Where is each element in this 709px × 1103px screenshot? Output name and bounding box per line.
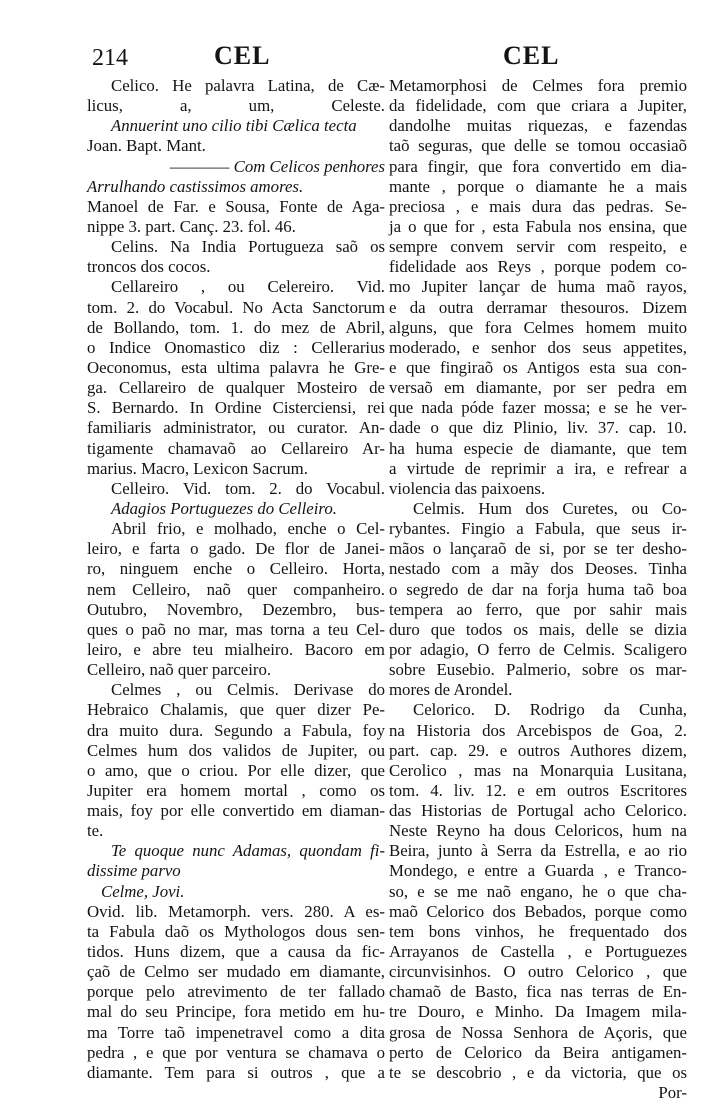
text-line: Celme, Jovi. <box>101 881 185 901</box>
text-line: mãos o lançaraõ de si, por se ter desho- <box>389 539 687 559</box>
text-line: ga. Cellareiro de qualquer Mosteiro de <box>87 378 385 398</box>
text-line: Oeconomus, esta ultima palavra he Gre- <box>87 357 385 377</box>
text-line: mais, foy por elle convertido em diaman- <box>87 801 385 821</box>
text-line: Metamorphosi de Celmes fora premio <box>389 76 687 95</box>
text-line: so, e se me naõ engano, he o que cha- <box>389 881 687 901</box>
text-line: Arrayanos de Castella , e Portuguezes <box>389 942 687 962</box>
text-line: Te quoque nunc Adamas, quondam fi- <box>111 841 385 861</box>
text-line: taõ seguras, que delle se tomou occasiaõ <box>389 136 687 156</box>
left-column <box>87 76 385 1083</box>
text-line: preciosa , e mais dura das pedras. Se- <box>389 196 687 216</box>
text-line: Celmes hum dos validos de Jupiter, ou <box>87 740 385 760</box>
text-line: dandolhe muitas riquezas, e fazendas <box>389 116 687 136</box>
text-line: leiro, e farta o gado. De flor de Janei- <box>87 539 385 559</box>
text-line: mante , porque o diamante he a mais <box>389 176 687 196</box>
text-line: perto de Celorico da Beira antigamen- <box>389 1042 687 1062</box>
text-line: part. cap. 29. e outros Authores dizem, <box>389 740 687 760</box>
text-line: e da outra derramar thesouros. Dizem <box>389 297 687 317</box>
text-line: Celins. Na India Portugueza saõ os <box>111 237 385 257</box>
text-line: ma Torre taõ impenetravel como a dita <box>87 1022 385 1042</box>
text-line: tre Douro, e Minho. Da Imagem mila- <box>389 1002 687 1022</box>
text-line: fidelidade aos Reys , porque podem co- <box>389 257 687 277</box>
text-line: sempre convem servir com respeito, e <box>389 237 687 257</box>
text-line: familiaris administrator, ou curator. An- <box>87 418 385 438</box>
text-line: Celleiro, naõ quer parceiro. <box>87 660 272 680</box>
text-line: Outubro, Novembro, Dezembro, bus- <box>87 599 385 619</box>
text-line: Joan. Bapt. Mant. <box>87 136 206 156</box>
text-line: troncos dos cocos. <box>87 257 211 277</box>
text-line: nem Celleiro, naõ quer companheiro. <box>87 579 385 599</box>
text-line: ja o que for , esta Fabula nos ensina, que <box>389 216 687 236</box>
text-line: tom. 4. liv. 12. e em outros Escritores <box>389 780 687 800</box>
text-line: nippe 3. part. Canç. 23. fol. 46. <box>87 216 296 236</box>
text-line: das Historias de Portugal acho Celorico. <box>389 801 687 821</box>
text-line: Celleiro. Vid. tom. 2. do Vocabul. <box>111 478 385 498</box>
text-line: Cellareiro , ou Celereiro. Vid. <box>111 277 385 297</box>
text-line: Celorico. D. Rodrigo da Cunha, <box>413 700 687 720</box>
text-line: Neste Reyno ha dous Celoricos, hum na <box>389 821 687 841</box>
text-line: Abril frio, e molhado, enche o Cel- <box>111 519 385 539</box>
text-line: o Indice Onomastico diz : Cellerarius <box>87 337 385 357</box>
text-line: te se descobrio , e da victoria, que os <box>389 1062 687 1082</box>
text-line: te. <box>87 821 104 841</box>
text-line: da fidelidade, com que criara a Jupiter, <box>389 96 687 116</box>
text-line: que nada póde fazer mossa; e se he ver- <box>389 398 687 418</box>
text-line: para fingir, que fora convertido em dia- <box>389 156 687 176</box>
text-line: Celico. He palavra Latina, de Cæ- <box>111 76 385 95</box>
text-line: Cerolico , mas na Monarquia Lusitana, <box>389 760 687 780</box>
text-line: ro, ninguem enche o Celleiro. Horta, <box>87 559 385 579</box>
text-line: tidos. Huns dizem, que a causa da fic- <box>87 942 385 962</box>
text-line: çaõ de Celmo ser mudado em diamante, <box>87 962 385 982</box>
text-line: alguns, que fora Celmes homem muito <box>389 317 687 337</box>
text-line: de Bollando, tom. 1. do mez de Abril, <box>87 317 385 337</box>
text-line: Arrulhando castissimos amores. <box>87 176 304 196</box>
text-line: tom. 2. do Vocabul. No Acta Sanctorum <box>87 297 385 317</box>
text-line: dissime parvo <box>87 861 181 881</box>
text-line: licus, a, um, Celeste. <box>87 96 385 116</box>
text-line: S. Bernardo. In Ordine Cisterciensi, rei <box>87 398 385 418</box>
text-line: grosa de Nossa Senhora de Açoris, que <box>389 1022 687 1042</box>
page-number: 214 <box>92 45 128 71</box>
text-line: a virtude de reprimir a ira, e refrear a <box>389 458 687 478</box>
text-line: dade o que diz Plinio, liv. 37. cap. 10. <box>389 418 687 438</box>
text-line: versaõ em diamante, por ser pedra em <box>389 378 687 398</box>
text-line: Celmis. Hum dos Curetes, ou Co- <box>413 498 687 518</box>
text-line: dra muito dura. Segundo a Fabula, foy <box>87 720 385 740</box>
running-head-right: CEL <box>503 41 560 70</box>
text-line: Manoel de Far. e Sousa, Fonte de Aga- <box>87 196 385 216</box>
text-line: mal do seu Principe, fora metido em hu- <box>87 1002 385 1022</box>
text-line: violencia das paixoens. <box>389 478 546 498</box>
text-line: Adagios Portuguezes do Celleiro. <box>111 498 337 518</box>
text-line: maõ Celorico dos Bebados, porque como <box>389 901 687 921</box>
text-line: pedra , e que por ventura se chamava o <box>87 1042 385 1062</box>
text-line: Hebraico Chalamis, que quer dizer Pe- <box>87 700 385 720</box>
text-line: o amo, que o criou. Por elle dizer, que <box>87 760 385 780</box>
running-head-left: CEL <box>214 41 271 70</box>
text-line: circunvisinhos. O outro Celorico , que <box>389 962 687 982</box>
text-line: ———— Com Celicos penhores <box>169 156 385 176</box>
text-line: tem bons vinhos, he frequentado dos <box>389 921 687 941</box>
text-line: Beira, junto à Serra da Estrella, e ao rio <box>389 841 687 861</box>
text-line: marius. Macro, Lexicon Sacrum. <box>87 458 308 478</box>
text-line: tigamente chamavaõ ao Cellareiro Ar- <box>87 438 385 458</box>
right-column <box>389 76 687 1103</box>
text-line: Ovid. lib. Metamorph. vers. 280. A es- <box>87 901 385 921</box>
text-line: chamaõ de Basto, fica nas terras de En- <box>389 982 687 1002</box>
text-line: e que fingiraõ os Antigos esta sua con- <box>389 357 687 377</box>
text-line: mores de Arondel. <box>389 680 513 700</box>
text-line: moderado, e senhor dos seus appetites, <box>389 337 687 357</box>
text-line: diamante. Tem para si outros , que a <box>87 1062 385 1082</box>
text-line: por adagio, O ferro de Celmis. Scaligero <box>389 639 687 659</box>
text-line: nestado com a mãy dos Deoses. Tinha <box>389 559 687 579</box>
text-line: Mondego, e entre a Guarda , e Tranco- <box>389 861 687 881</box>
text-line: ques o paõ no mar, mas torna a teu Cel- <box>87 619 385 639</box>
text-line: leiro, e abre teu mialheiro. Bacoro em <box>87 639 385 659</box>
text-line: ta Fabula daõ os Mythologos dous sen- <box>87 921 385 941</box>
text-line: ha huma especie de diamante, que tem <box>389 438 687 458</box>
text-line: o segredo de dar na forja huma taõ boa <box>389 579 687 599</box>
text-line: duro que todos os mais, delle se dizia <box>389 619 687 639</box>
text-line: sobre Eusebio. Palmerio, sobre os mar- <box>389 660 687 680</box>
text-line: tempera ao ferro, que por sahir mais <box>389 599 687 619</box>
text-line: Annuerint uno cilio tibi Cælica tecta <box>111 116 357 136</box>
text-line: mo Jupiter lançar de huma maõ rayos, <box>389 277 687 297</box>
text-line: na Historia dos Arcebispos de Goa, 2. <box>389 720 687 740</box>
text-line: rybantes. Fingio a Fabula, que seus ir- <box>389 519 687 539</box>
text-line: porque pelo atrevimento de ter fallado <box>87 982 385 1002</box>
text-line: Por- <box>658 1083 687 1103</box>
text-line: Celmes , ou Celmis. Derivase do <box>111 680 385 700</box>
text-line: Jupiter era homem mortal , como os <box>87 780 385 800</box>
